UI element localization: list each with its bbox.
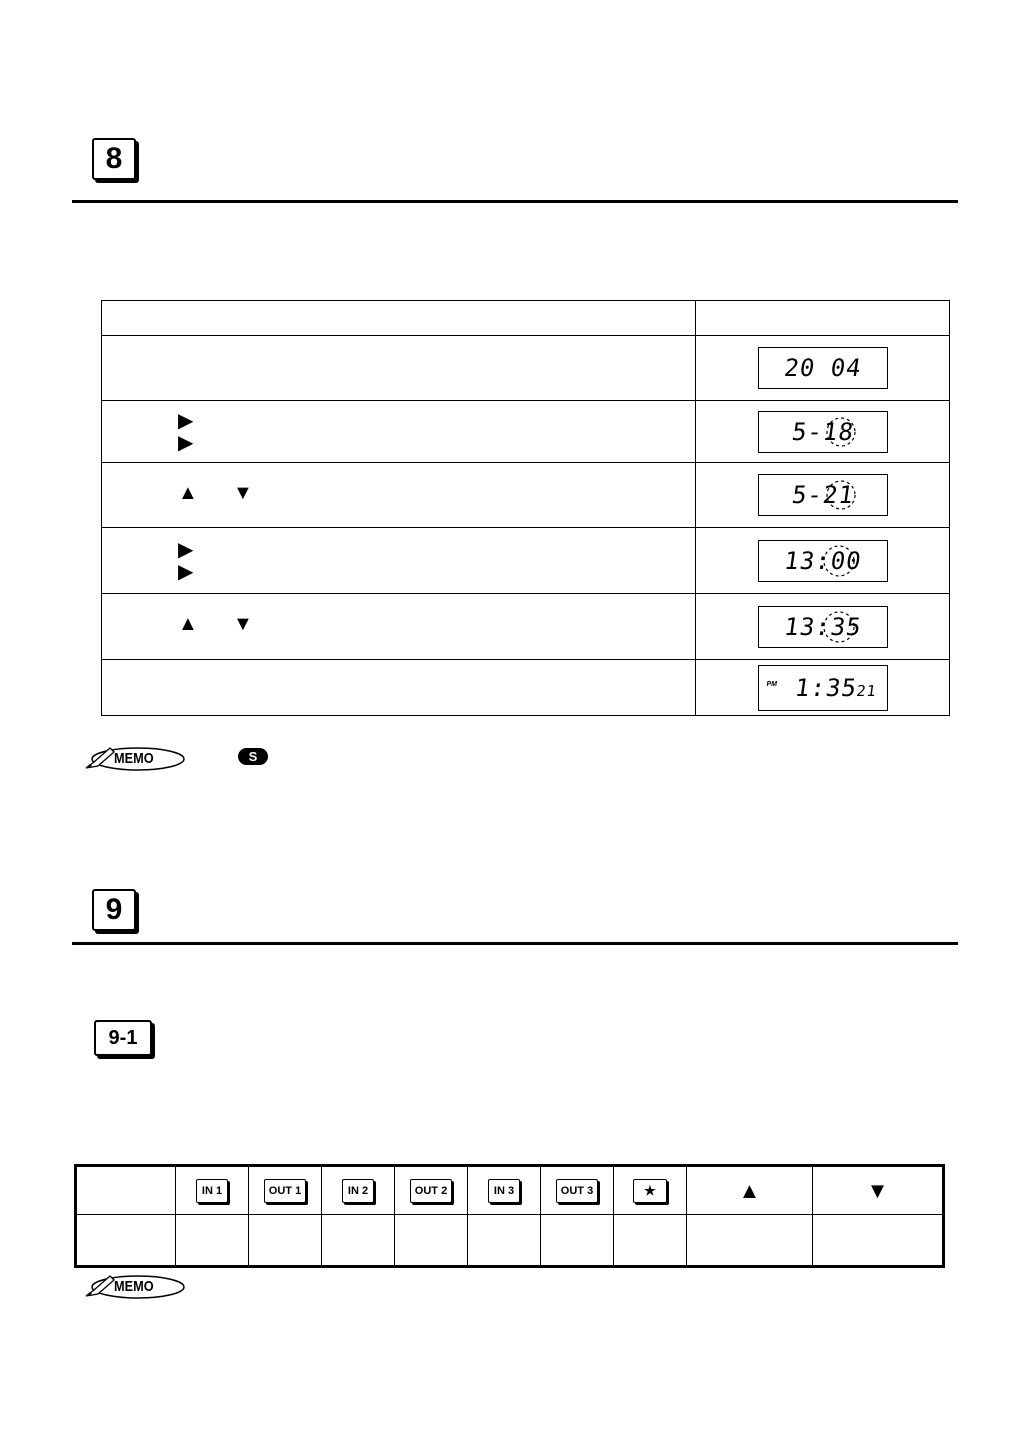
star-key-icon: ★ [633,1179,667,1203]
s-key-label: S [248,749,258,764]
clock-setting-table [101,300,950,716]
section-8-rule [72,200,958,203]
memo-label: MEMO [114,1278,154,1295]
header-cell-display [696,301,950,336]
table-row [102,660,950,716]
lcd-text: 5-21 [789,481,856,509]
lcd-text: 5-18 [789,417,856,446]
out1-key-icon: OUT 1 [264,1179,306,1203]
button-table [74,1164,945,1268]
s-key-icon [238,748,268,765]
section-number: 8 [105,142,123,175]
lcd-display-date-adjusted [758,474,888,516]
up-arrow-icon: ▲ [178,482,198,504]
section-9-1-badge [94,1020,152,1056]
out3-key-icon: OUT 3 [556,1179,598,1203]
right-arrow-icon: ▶ [178,410,194,432]
lcd-display-year [758,347,888,389]
pm-indicator: PM [766,680,777,688]
clock-main-digits: 1:35 [792,673,859,702]
section-number: 9-1 [108,1026,138,1049]
table-row [76,1166,944,1215]
in3-key-icon: IN 3 [488,1179,520,1203]
table-row [102,401,950,463]
lcd-display-time [758,540,888,582]
memo-label: MEMO [114,750,154,767]
lcd-text: 13:35 [781,612,864,641]
right-arrow-icon: ▶ [178,561,194,583]
table-row [102,336,950,401]
section-9-rule [72,942,958,945]
in1-key-icon: IN 1 [196,1179,228,1203]
header-cell-procedure [102,301,696,336]
section-number: 9 [105,893,123,926]
lcd-display-time-adjusted [758,606,888,648]
table-row [102,463,950,528]
in2-key-icon: IN 2 [342,1179,374,1203]
section-8-badge [92,138,136,180]
down-arrow-icon: ▼ [233,613,253,635]
lcd-display-date [758,411,888,453]
lcd-text: 13:00 [781,546,864,575]
up-arrow-icon: ▲ [738,1177,761,1203]
section-9-badge [92,889,136,931]
lcd-text: 20 04 [781,354,864,382]
lcd-display-clock [758,665,888,711]
table-row [76,1215,944,1267]
clock-seconds-digits: 21 [854,681,878,700]
up-arrow-icon: ▲ [178,613,198,635]
table-header-row [102,301,950,336]
table-row [102,594,950,660]
right-arrow-icon: ▶ [178,539,194,561]
out2-key-icon: OUT 2 [410,1179,452,1203]
down-arrow-icon: ▼ [866,1177,889,1203]
right-arrow-icon: ▶ [178,432,194,454]
down-arrow-icon: ▼ [233,482,253,504]
table-row [102,528,950,594]
